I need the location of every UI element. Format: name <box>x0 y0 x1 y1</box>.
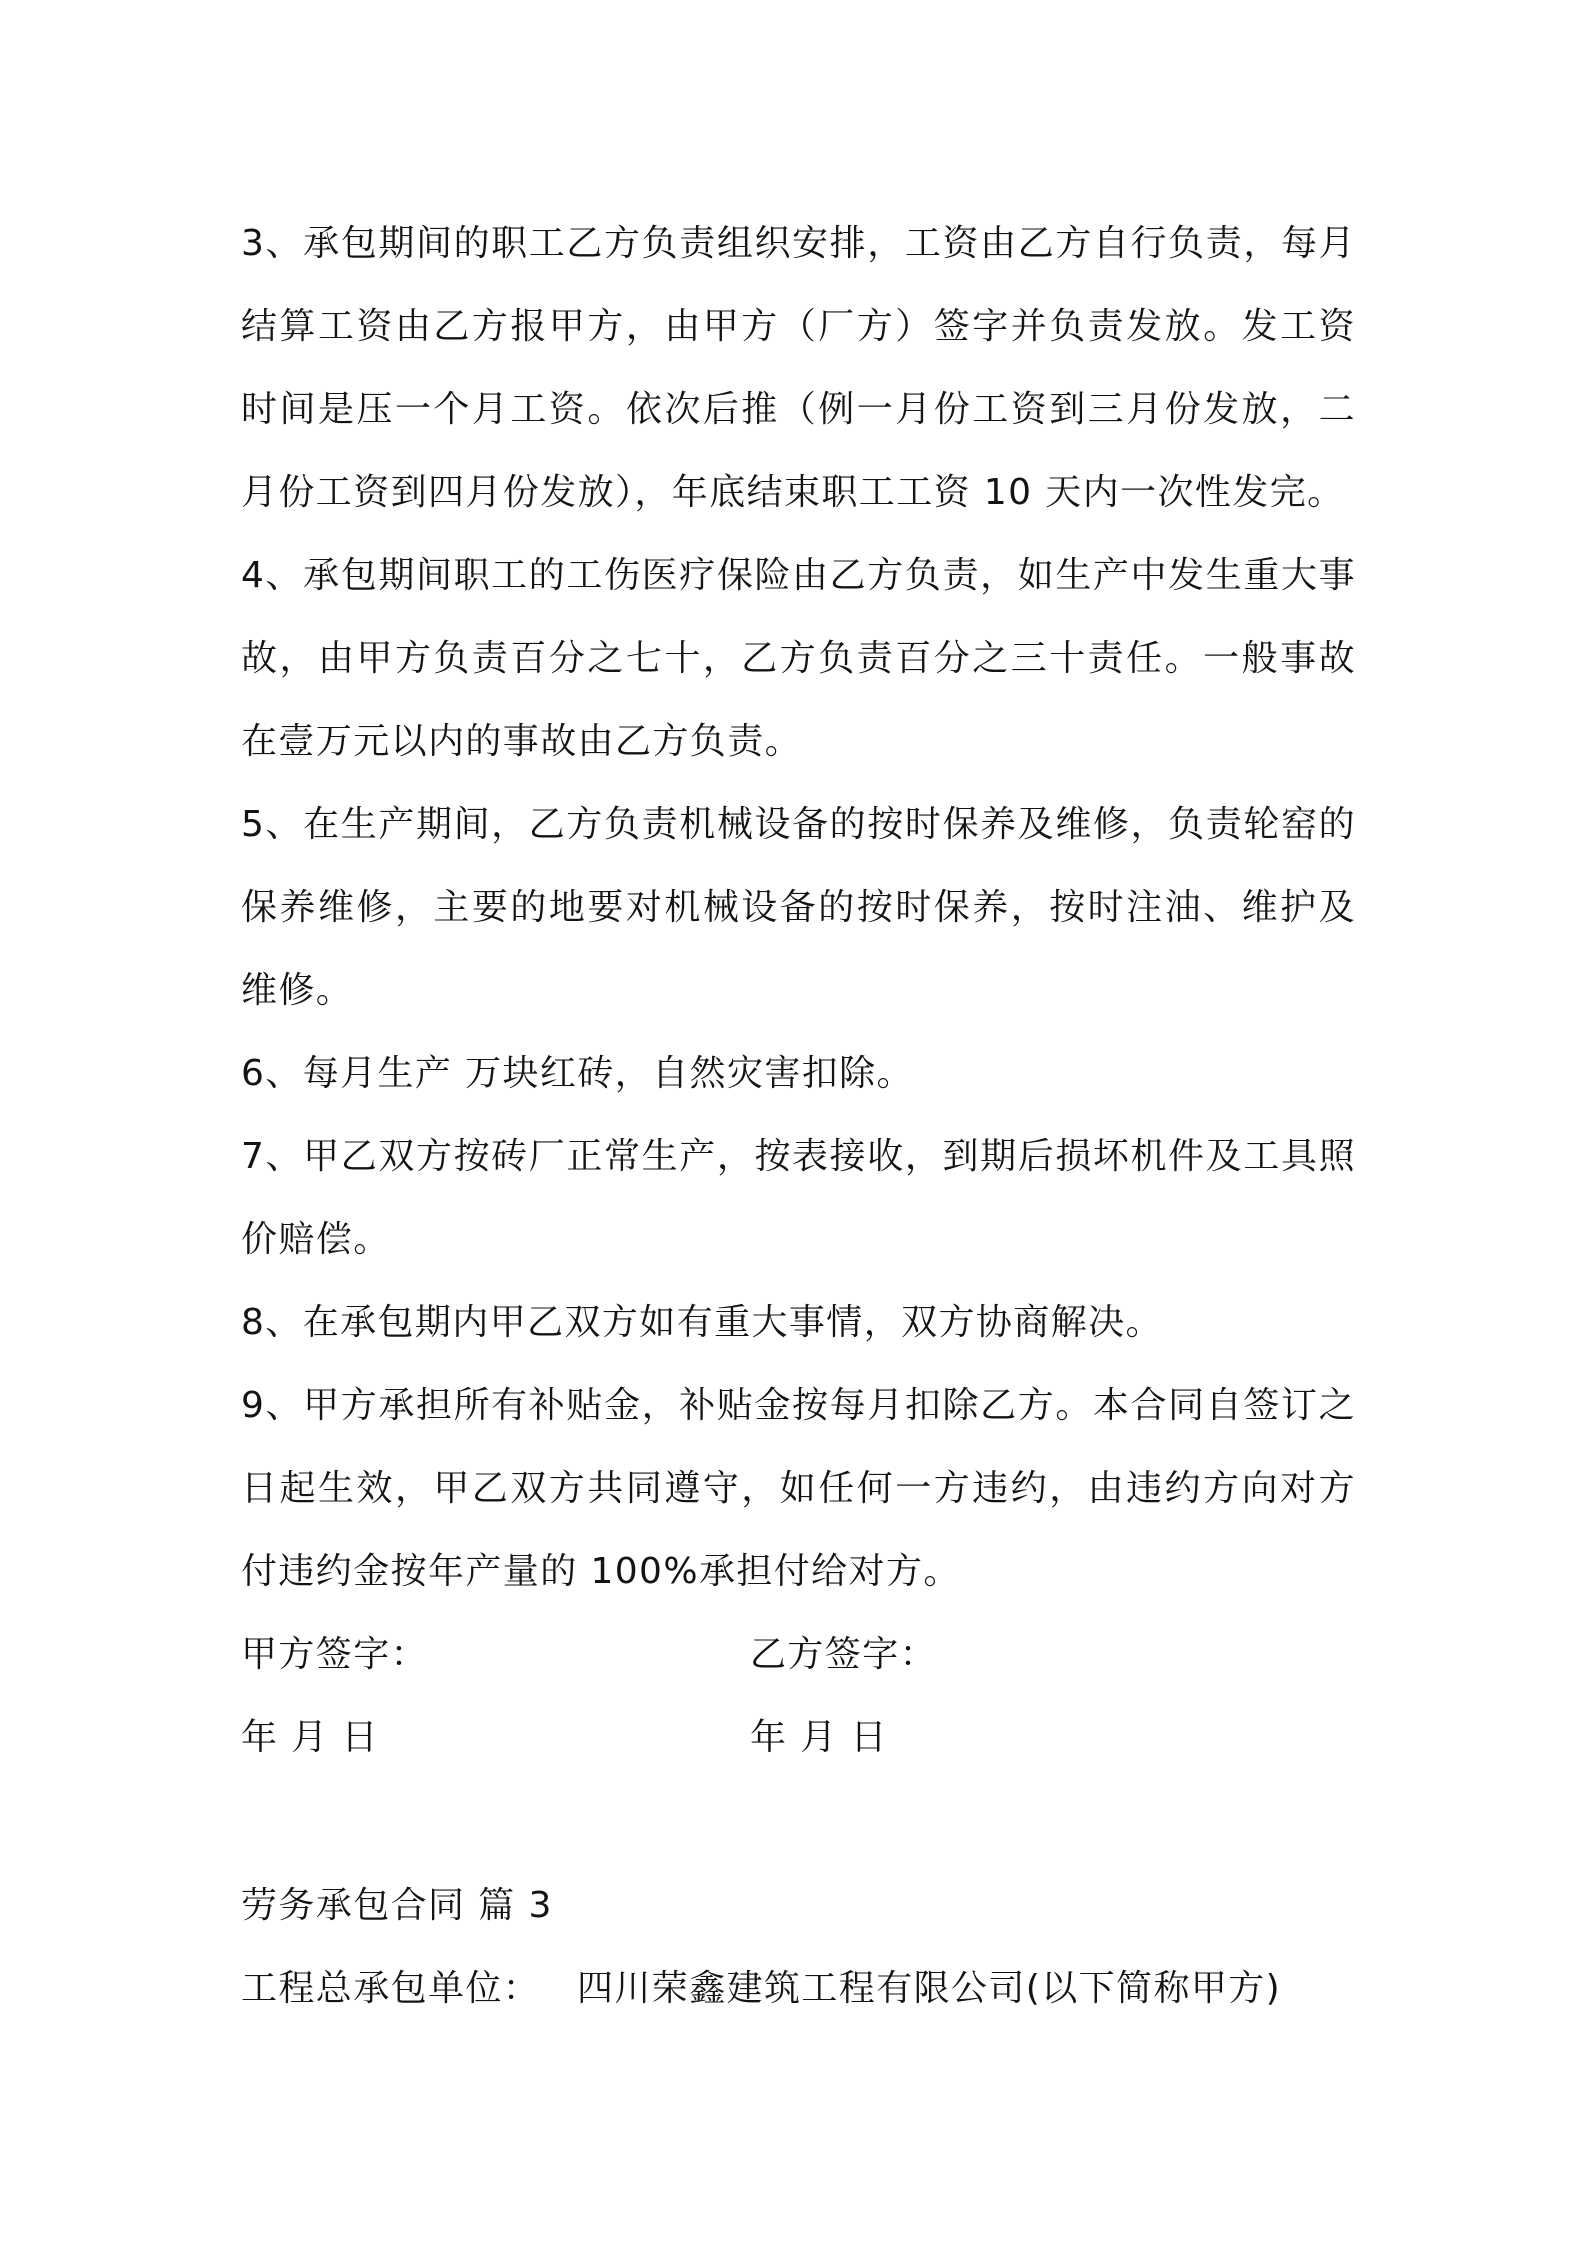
clause-8: 8、在承包期内甲乙双方如有重大事情，双方协商解决。 <box>241 1302 1163 1343</box>
contract-heading: 劳务承包合同 篇 3 <box>241 1885 553 1926</box>
clause-9: 9、甲方承担所有补贴金，补贴金按每月扣除乙方。本合同自签订之日起生效，甲乙双方共同遵守，如任何一方违约，由违约方向对方付违约金按年产量的 100%承担付给对方。 <box>241 1385 1356 1592</box>
party-b-date: 年 月 日 <box>750 1717 888 1758</box>
clause-5: 5、在生产期间，乙方负责机械设备的按时保养及维修，负责轮窑的保养维修，主要的地要对机械设备的按时保养，按时注油、维护及维修。 <box>241 804 1356 1011</box>
party-a-date: 年 月 日 <box>241 1717 379 1758</box>
clause-4: 4、承包期间职工的工伤医疗保险由乙方负责，如生产中发生重大事故，由甲方负责百分之七十，乙方负责百分之三十责任。一般事故在壹万元以内的事故由乙方负责。 <box>241 555 1356 762</box>
contractor-unit-value: 四川荣鑫建筑工程有限公司(以下简称甲方) <box>577 1968 1282 2009</box>
signature-date-row <box>241 1696 1356 1779</box>
signature-label-row <box>241 1613 1356 1696</box>
clause-6: 6、每月生产 万块红砖，自然灾害扣除。 <box>241 1053 914 1094</box>
party-b-signature-label: 乙方签字： <box>750 1634 938 1675</box>
clause-7: 7、甲乙双方按砖厂正常生产，按表接收，到期后损坏机件及工具照价赔偿。 <box>241 1136 1356 1260</box>
contractor-unit-label: 工程总承包单位： <box>241 1968 541 2009</box>
section-gap <box>241 1779 1356 1864</box>
document-body <box>241 202 1356 2030</box>
contractor-unit-row <box>241 1947 1356 2030</box>
clause-3: 3、承包期间的职工乙方负责组织安排，工资由乙方自行负责，每月结算工资由乙方报甲方，由甲方（厂方）签字并负责发放。发工资时间是压一个月工资。依次后推（例一月份工资到三月份发放，二月份工资到四月份发放），年底结束职工工资 10 天内一次性发完。 <box>241 223 1356 513</box>
party-a-signature-label: 甲方签字： <box>241 1634 429 1675</box>
